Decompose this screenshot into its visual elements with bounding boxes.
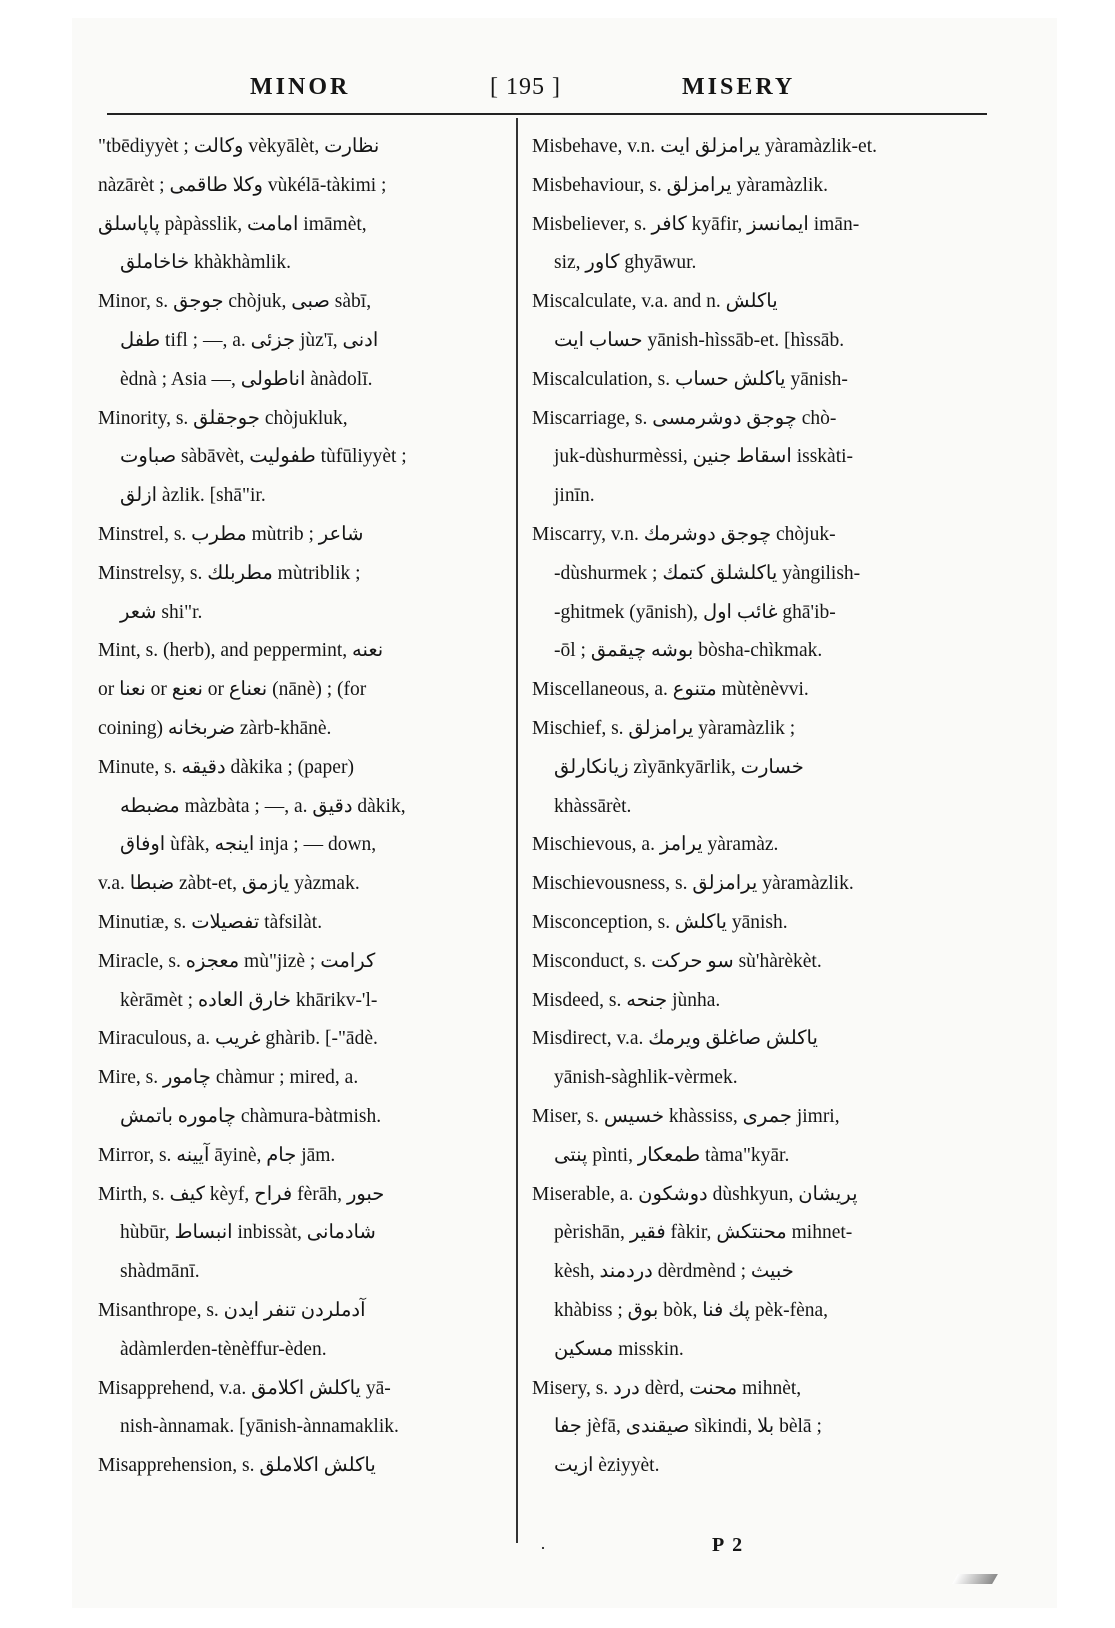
entry-line: nàzārèt ; وكلا طاقمى vùkélā-tàkimi ; xyxy=(98,174,387,196)
entry-line: khàssārèt. xyxy=(554,795,632,817)
running-head-first-word: MINOR xyxy=(250,74,351,100)
entry-line: jinīn. xyxy=(554,485,595,507)
signature-mark: P 2 xyxy=(712,1534,745,1556)
entry-line: Misconduct, s. سو حركت sù'hàrèkèt. xyxy=(532,950,822,972)
entry-line: مسكين misskin. xyxy=(554,1338,684,1360)
entry-line: ازلق àzlik. [shā"ir. xyxy=(120,485,266,507)
entry-line: ازيت èziyyèt. xyxy=(554,1455,660,1477)
entry-line: پنتى pìnti, طمعكار tàma"kyār. xyxy=(554,1144,790,1166)
entry-line: "tbēdiyyèt ; وكالت vèkyālèt, نظارت xyxy=(98,136,380,157)
entry-line: Minutiæ, s. تفصيلات tàfsilàt. xyxy=(98,911,323,933)
entry-line: Mirth, s. كيف kèyf, فراح fèrāh, حبور xyxy=(98,1183,385,1205)
entry-line: shàdmānī. xyxy=(120,1261,200,1283)
entry-line: kèrāmèt ; خارق العاده khārikv-'l- xyxy=(120,989,378,1011)
entry-line: or نعنا or نعنع or نعناع (nānè) ; (for xyxy=(98,679,367,701)
entry-line: -dùshurmek ; ياكلشلق كتمك yàngilish- xyxy=(554,562,861,584)
entry-line: Misdirect, v.a. ياكلش صاغلق ويرمك xyxy=(532,1028,818,1050)
entry-line: Miscalculation, s. ياكلش حساب yānish- xyxy=(532,368,848,390)
entry-line: پاپاسلق pàpàsslik, امامت imāmèt, xyxy=(98,213,367,235)
entry-line: coining) ضربخانه zàrb-khānè. xyxy=(98,717,332,739)
entry-line: yānish-sàghlik-vèrmek. xyxy=(554,1067,738,1089)
entry-line: Mint, s. (herb), and peppermint, نعنه xyxy=(98,640,384,662)
entry-line: hùbūr, انبساط inbissàt, شادمانى xyxy=(120,1222,376,1244)
entry-line: siz, كاور ghyāwur. xyxy=(554,252,697,274)
entry-line: Misapprehension, s. ياكلش اكلاملق xyxy=(98,1455,376,1477)
entry-line: Misanthrope, s. آدملردن تنفر ايدن xyxy=(98,1299,366,1321)
entry-line: Misbehaviour, s. يرامزلق yàramàzlik. xyxy=(532,174,829,196)
entry-line: Miscalculate, v.a. and n. ياكلش xyxy=(532,291,778,313)
entry-line: Mire, s. چامور chàmur ; mired, a. xyxy=(98,1067,359,1089)
entry-line: Misbehave, v.n. يرامزلق ايت yàramàzlik-et. xyxy=(532,136,877,157)
entry-line: kèsh, دردمند dèrdmènd ; خبيث xyxy=(554,1261,794,1283)
entry-line: شعر shi"r. xyxy=(120,601,203,623)
running-head xyxy=(72,74,1057,110)
entry-line: Miscellaneous, a. متنوع mùtènèvvi. xyxy=(532,679,809,701)
entry-line: حساب ايت yānish-hìssāb-et. [hìssāb. xyxy=(554,329,845,351)
entry-line: Miscarry, v.n. چوجق دوشرمك chòjuk- xyxy=(532,523,836,545)
entry-line: اوفاق ùfàk, اينجه inja ; — down, xyxy=(120,834,377,856)
page-number: [ 195 ] xyxy=(490,74,561,100)
entry-line: -ghitmek (yānish), غائب اول ghā'ib- xyxy=(554,601,836,623)
scan-smudge xyxy=(952,1574,998,1584)
entry-line: مضبطه màzbàta ; —, a. دقيق dàkik, xyxy=(120,795,406,817)
entry-line: خاخاملق khàkhàmlik. xyxy=(120,252,291,274)
entry-line: Miracle, s. معجزه mù"jizè ; كرامت xyxy=(98,950,376,972)
entry-line: Misbeliever, s. كافر kyāfir, ايمانسز imān- xyxy=(532,213,860,235)
running-head-last-word: MISERY xyxy=(682,74,796,100)
left-column xyxy=(98,128,506,1486)
entry-line: Misconception, s. ياكلش yānish. xyxy=(532,911,788,933)
entry-line: Misery, s. درد dèrd, محنت mihnèt, xyxy=(532,1377,802,1399)
entry-line: Miser, s. خسيس khàssiss, جمرى jimri, xyxy=(532,1105,840,1127)
entry-line: Minute, s. دقيقه dàkika ; (paper) xyxy=(98,756,354,778)
entry-line: Mischievous, a. يرامز yàramàz. xyxy=(532,834,779,856)
entry-line: Miscarriage, s. چوجق دوشرمسى chò- xyxy=(532,407,837,429)
entry-line: Miraculous, a. غريب ghàrib. [-"ādè. xyxy=(98,1028,378,1050)
entry-line: Mischief, s. يرامزلق yàramàzlik ; xyxy=(532,717,796,739)
header-rule xyxy=(107,113,987,115)
entry-line: Minstrel, s. مطرب mùtrib ; شاعر xyxy=(98,523,364,545)
footer-dot: · xyxy=(540,1538,546,1558)
entry-line: nish-ànnamak. [yānish-ànnamaklik. xyxy=(120,1416,399,1438)
entry-line: juk-dùshurmèssi, اسقاط جنين isskàti- xyxy=(554,446,854,468)
entry-line: Miserable, a. دوشكون dùshkyun, پريشان xyxy=(532,1183,858,1205)
entry-line: v.a. ضبطا zàbt-et, يازمق yàzmak. xyxy=(98,873,360,895)
entry-line: pèrishān, فقير fàkir, محنتكش mihnet- xyxy=(554,1222,853,1244)
entry-line: صباوت sàbāvèt, طفوليت tùfūliyyèt ; xyxy=(120,446,407,468)
column-divider xyxy=(516,118,518,1543)
entry-line: Misapprehend, v.a. ياكلش اكلامق yā- xyxy=(98,1377,391,1399)
entry-line: àdàmlerden-tènèffur-èden. xyxy=(120,1338,327,1360)
entry-line: Mischievousness, s. يرامزلق yàramàzlik. xyxy=(532,873,854,895)
right-column xyxy=(532,128,950,1486)
entry-line: زيانكارلق zìyānkyārlik, خسارت xyxy=(554,756,804,778)
entry-line: چاموره باتمش chàmura-bàtmish. xyxy=(120,1105,382,1127)
entry-line: Minstrelsy, s. مطربلك mùtriblik ; xyxy=(98,562,361,584)
entry-line: طفل tifl ; —, a. جزئى jùz'ī, ادنى xyxy=(120,329,379,351)
entry-line: Minority, s. جوجقلق chòjukluk, xyxy=(98,407,348,429)
entry-line: -ōl ; بوشه چيقمق bòsha-chìkmak. xyxy=(554,640,823,662)
entry-line: èdnà ; Asia —, اناطولى ànàdolī. xyxy=(120,368,373,390)
entry-line: Minor, s. جوجق chòjuk, صبى sàbī, xyxy=(98,291,372,313)
entry-line: Mirror, s. آيينه āyinè, جام jām. xyxy=(98,1144,336,1166)
dictionary-page xyxy=(72,18,1057,1608)
entry-line: جفا jèfā, صيقندى sìkindi, بلا bèlā ; xyxy=(554,1416,822,1438)
entry-line: Misdeed, s. جنحه jùnha. xyxy=(532,989,721,1011)
entry-line: khàbiss ; بوق bòk, پك فنا pèk-fèna, xyxy=(554,1299,829,1321)
